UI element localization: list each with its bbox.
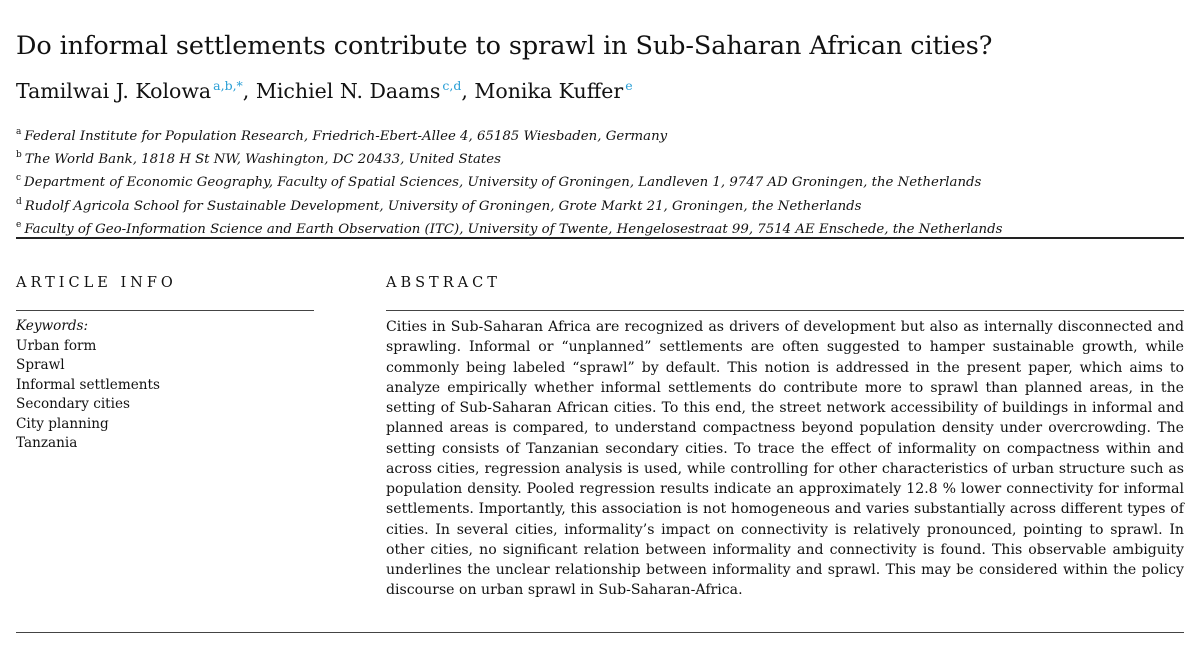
author-name: Michiel N. Daams [255, 79, 441, 103]
author-line [16, 78, 633, 103]
affiliation-item [16, 193, 1002, 216]
keyword-item: City planning [16, 415, 109, 432]
author-affiliation-marks[interactable]: a,b,* [213, 78, 243, 93]
keywords-label: Keywords: [16, 318, 89, 334]
author-name: Monika Kuffer [474, 79, 624, 103]
abstract-divider [386, 310, 1184, 311]
author-affiliation-marks[interactable]: e [625, 78, 633, 93]
affiliation-item [16, 146, 1002, 169]
keywords-block [16, 317, 160, 454]
keyword-item: Urban form [16, 337, 97, 354]
author-separator: , [242, 79, 256, 103]
author-name: Tamilwai J. Kolowa [16, 79, 212, 103]
article-info-heading: ARTICLE INFO [16, 275, 177, 291]
keyword-item: Informal settlements [16, 376, 160, 393]
affiliation-text: The World Bank, 1818 H St NW, Washington, DC 20433, United States [24, 152, 501, 168]
affiliation-text: Federal Institute for Population Research, Friedrich-Ebert-Allee 4, 65185 Wiesbaden, Germany [24, 129, 668, 144]
keyword-item: Tanzania [16, 435, 78, 451]
affiliation-item [16, 169, 1002, 192]
keyword-item: Secondary cities [16, 396, 131, 412]
keyword-item: Sprawl [16, 357, 65, 373]
affiliation-text: Department of Economic Geography, Faculty of Spatial Sciences, University of Groningen, Landleven 1, 9747 AD Groningen, the Netherlands [24, 175, 982, 191]
paper-title: Do informal settlements contribute to sprawl in Sub-Saharan African cities? [16, 31, 993, 62]
affiliation-text: Rudolf Agricola School for Sustainable Development, University of Groningen, Grote Markt 21, Groningen, the Netherlands [24, 198, 862, 214]
affiliation-mark: c [16, 173, 22, 184]
author-separator: , [461, 79, 475, 103]
article-info-divider [16, 310, 314, 311]
affiliation-item [16, 216, 1002, 239]
abstract-text: Cities in Sub-Saharan Africa are recognized as drivers of development but also as internally disconnected and sprawling. Informal or “unplanned” settlements are often suggested to hamper sustainable growth, while commonly being labeled “sprawl” by default. This notion is addressed in the present paper, which aims to analyze empirically whether informal settlements do contribute more to sprawl than planned areas, in the setting of Sub-Saharan African cities. To this end, the street network accessibility of buildings in informal and planned areas is compared, to understand compactness beyond population density under overcrowding. The setting consists of Tanzanian secondary cities. To trace the effect of informality on compactness within and across cities, regression analysis is used, while controlling for other characteristics of urban structure such as population density. Pooled regression results indicate an approximately 12.8 % lower connectivity for informal settlements. Importantly, this association is not homogeneous and varies substantially across different types of cities. In several cities, informality’s impact on connectivity is relatively pronounced, pointing to sprawl. In other cities, no significant relation between informality and connectivity is found. This observable ambiguity underlines the unclear relationship between informality and sprawl. This may be considered within the policy discourse on urban sprawl in Sub-Saharan-Africa. [386, 319, 1184, 599]
affiliation-text: Faculty of Geo-Information Science and Earth Observation (ITC), University of Twente, Hengelosestraat 99, 7514 AE Enschede, the Netherlands [24, 221, 1003, 237]
affiliation-mark: d [16, 196, 22, 207]
affiliation-mark: e [16, 219, 22, 230]
affiliation-mark: b [16, 150, 22, 161]
affiliation-item [16, 123, 1002, 146]
header-divider [16, 237, 1184, 239]
author-affiliation-marks[interactable]: c,d [442, 78, 462, 93]
footer-divider [16, 632, 1184, 633]
affiliations-list [16, 123, 1002, 239]
affiliation-mark: a [16, 127, 22, 137]
abstract-heading: ABSTRACT [386, 275, 501, 291]
